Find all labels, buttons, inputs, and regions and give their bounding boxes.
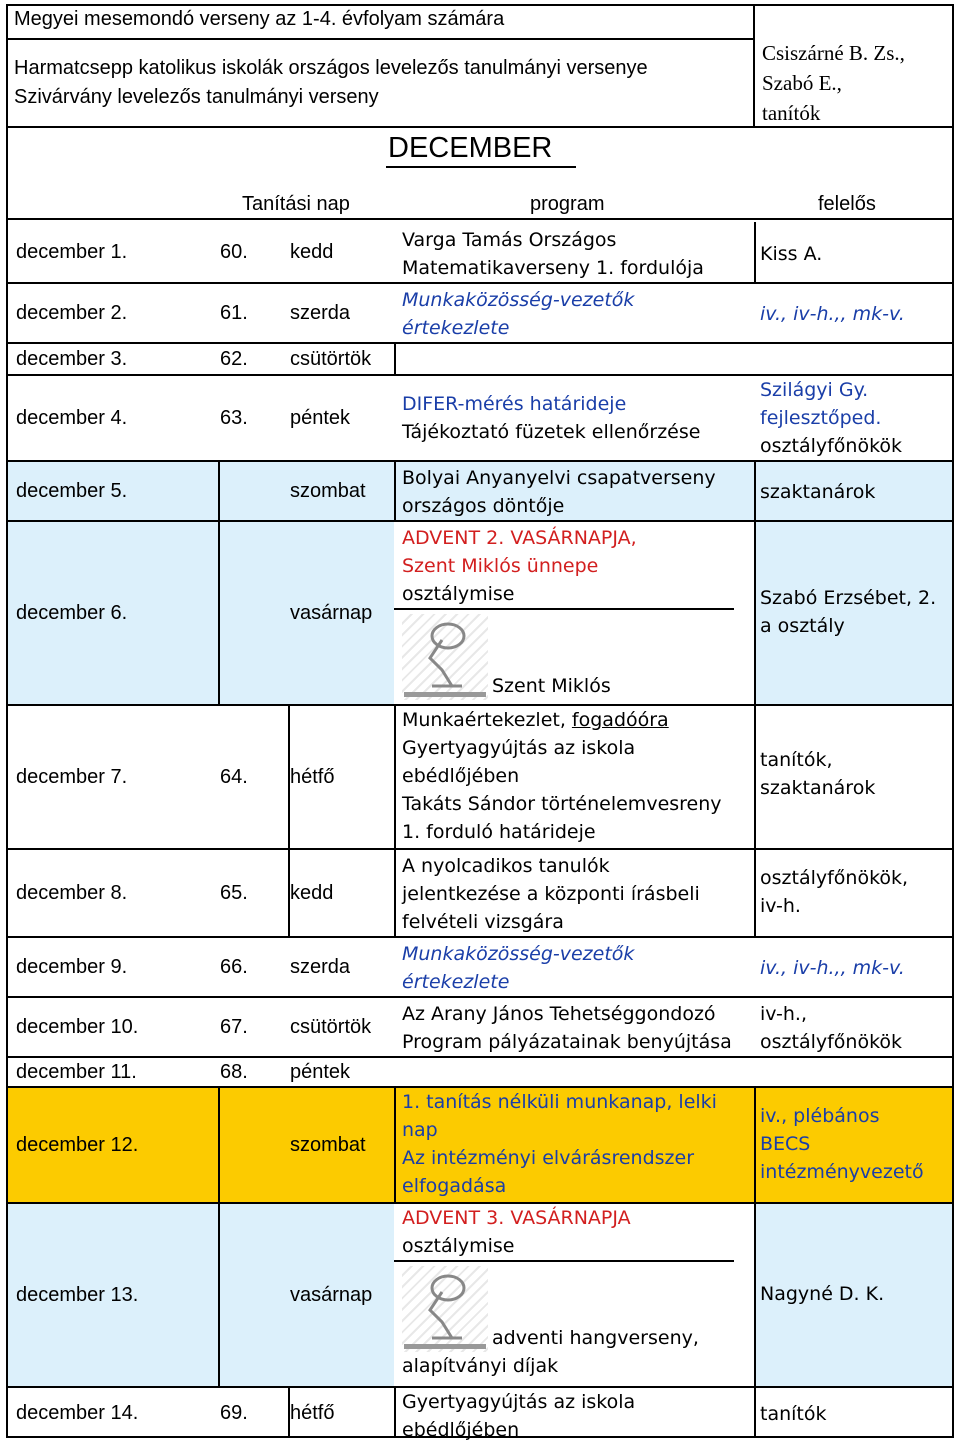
author-line: Szabó E., bbox=[762, 71, 842, 95]
row-date: december 11. bbox=[16, 1060, 137, 1083]
row-date: december 4. bbox=[16, 406, 128, 429]
program-line: ADVENT 2. VASÁRNAPJA, bbox=[402, 527, 637, 549]
cell-divider bbox=[754, 850, 756, 936]
program-line: ebédlőjében bbox=[402, 765, 520, 787]
row-date: december 8. bbox=[16, 881, 128, 904]
table-row bbox=[8, 1088, 952, 1204]
program-line: Tájékoztató füzetek ellenőrzése bbox=[402, 421, 701, 443]
responsible-line: Szabó Erzsébet, 2. bbox=[760, 587, 937, 609]
responsible-line: Szilágyi Gy. bbox=[760, 379, 869, 401]
row-responsible bbox=[760, 998, 950, 1056]
row-number: 63. bbox=[220, 406, 248, 429]
program-line: Az Arany János Tehetséggondozó bbox=[402, 1003, 716, 1025]
header-divider bbox=[8, 38, 753, 40]
row-program bbox=[394, 462, 754, 520]
row-date: december 2. bbox=[16, 301, 128, 324]
column-program: program bbox=[530, 193, 605, 215]
row-day: szerda bbox=[290, 301, 351, 324]
row-day: szerda bbox=[290, 955, 351, 978]
cell-divider bbox=[754, 522, 756, 704]
table-row bbox=[8, 222, 952, 284]
row-program bbox=[394, 522, 754, 704]
cell-divider bbox=[218, 522, 220, 704]
row-day: szombat bbox=[290, 1133, 366, 1156]
row-program bbox=[394, 850, 754, 936]
program-line: adventi hangverseny, bbox=[492, 1327, 699, 1349]
row-number: 65. bbox=[220, 881, 248, 904]
responsible-line: osztályfőnökök, bbox=[760, 867, 909, 889]
row-date: december 7. bbox=[16, 765, 128, 788]
row-program bbox=[394, 706, 754, 848]
responsible-line: Nagyné D. K. bbox=[760, 1283, 885, 1305]
row-program bbox=[394, 938, 754, 996]
program-line: Program pályázatainak benyújtása bbox=[402, 1031, 732, 1053]
program-line: országos döntője bbox=[402, 495, 565, 517]
program-line: ADVENT 3. VASÁRNAPJA bbox=[402, 1207, 631, 1229]
row-day: kedd bbox=[290, 240, 334, 263]
responsible-line: szaktanárok bbox=[760, 777, 876, 799]
document-title: Megyei mesemondó verseny az 1-4. évfolyam számára bbox=[14, 8, 505, 30]
row-responsible bbox=[760, 376, 950, 460]
row-program bbox=[394, 284, 754, 342]
row-date: december 6. bbox=[16, 601, 128, 624]
program-line: 1. forduló határideje bbox=[402, 821, 596, 843]
table-row bbox=[8, 284, 952, 344]
row-responsible bbox=[760, 522, 950, 704]
responsible-line: tanítók, bbox=[760, 749, 833, 771]
row-date: december 5. bbox=[16, 479, 128, 502]
row-number: 62. bbox=[220, 347, 248, 370]
row-date: december 14. bbox=[16, 1401, 139, 1424]
responsible-line: szaktanárok bbox=[760, 481, 876, 503]
program-line: A nyolcadikos tanulók bbox=[402, 855, 610, 877]
program-line: Gyertyagyújtás az iskola bbox=[402, 737, 636, 759]
row-day: csütörtök bbox=[290, 1015, 372, 1038]
row-day: kedd bbox=[290, 881, 334, 904]
program-line: Munkaközösség-vezetők bbox=[402, 943, 635, 965]
table-row bbox=[8, 522, 952, 706]
row-number: 67. bbox=[220, 1015, 248, 1038]
table-row bbox=[8, 462, 952, 522]
row-date: december 13. bbox=[16, 1283, 139, 1306]
column-responsible: felelős bbox=[818, 193, 876, 215]
responsible-line: iv., plébános bbox=[760, 1105, 880, 1127]
row-responsible bbox=[760, 938, 950, 996]
responsible-line: a osztály bbox=[760, 615, 845, 637]
table-row bbox=[8, 1058, 952, 1088]
authors bbox=[762, 38, 905, 128]
row-day: szombat bbox=[290, 479, 366, 502]
row-responsible bbox=[760, 850, 950, 936]
row-number: 68. bbox=[220, 1060, 248, 1083]
row-responsible bbox=[760, 1088, 950, 1202]
table-row bbox=[8, 706, 952, 850]
row-date: december 12. bbox=[16, 1133, 139, 1156]
cell-divider bbox=[754, 1088, 756, 1202]
row-day: péntek bbox=[290, 406, 351, 429]
program-line: értekezlete bbox=[402, 971, 510, 993]
table-row bbox=[8, 850, 952, 938]
cell-divider bbox=[754, 222, 756, 282]
responsible-line: iv-h., bbox=[760, 1003, 807, 1025]
row-program bbox=[394, 1204, 754, 1386]
row-day: péntek bbox=[290, 1060, 351, 1083]
cell-divider bbox=[218, 1204, 220, 1386]
program-line: ebédlőjében bbox=[402, 1419, 520, 1441]
table-row bbox=[8, 998, 952, 1058]
table-row bbox=[8, 376, 952, 462]
cell-divider bbox=[754, 1204, 756, 1386]
responsible-line: tanítók bbox=[760, 1403, 827, 1425]
author-line: Csiszárné B. Zs., bbox=[762, 41, 905, 65]
row-responsible bbox=[760, 1204, 950, 1386]
organization-line: Szivárvány levelezős tanulmányi verseny bbox=[14, 86, 379, 108]
cell-divider bbox=[218, 1088, 220, 1202]
column-header bbox=[8, 192, 952, 220]
program-line: DIFER-mérés határideje bbox=[402, 393, 627, 415]
row-date: december 9. bbox=[16, 955, 128, 978]
responsible-line: iv-h. bbox=[760, 895, 801, 917]
program-line: Matematikaverseny 1. fordulója bbox=[402, 257, 704, 279]
row-program bbox=[394, 998, 754, 1056]
program-line: értekezlete bbox=[402, 317, 510, 339]
row-number: 64. bbox=[220, 765, 248, 788]
header-vertical-divider bbox=[753, 6, 755, 127]
cell-divider bbox=[754, 462, 756, 520]
program-line: Szent Miklós ünnepe bbox=[402, 555, 599, 577]
row-program bbox=[394, 1088, 754, 1202]
organization-lines bbox=[14, 54, 648, 112]
row-number: 69. bbox=[220, 1401, 248, 1424]
table-row bbox=[8, 1388, 952, 1441]
responsible-line: osztályfőnökök bbox=[760, 435, 903, 457]
row-responsible bbox=[760, 1388, 950, 1438]
row-program bbox=[394, 1388, 754, 1441]
row-program bbox=[394, 222, 754, 282]
row-day: vasárnap bbox=[290, 601, 373, 624]
row-number: 66. bbox=[220, 955, 248, 978]
program-line: Gyertyagyújtás az iskola bbox=[402, 1391, 636, 1413]
responsible-line: intézményvezető bbox=[760, 1161, 924, 1183]
cell-divider bbox=[394, 344, 396, 374]
program-line: Munkaértekezlet, fogadóóra bbox=[402, 709, 669, 731]
responsible-line: osztályfőnökök bbox=[760, 1031, 903, 1053]
program-line: felvételi vizsgára bbox=[402, 911, 564, 933]
row-number: 60. bbox=[220, 240, 248, 263]
author-line: tanítók bbox=[762, 101, 821, 125]
row-date: december 3. bbox=[16, 347, 128, 370]
calendar-page bbox=[6, 4, 954, 1441]
program-line: alapítványi díjak bbox=[402, 1355, 559, 1377]
row-responsible bbox=[760, 462, 950, 520]
program-line: Takáts Sándor történelemvesreny bbox=[402, 793, 722, 815]
program-line: Bolyai Anyanyelvi csapatverseny bbox=[402, 467, 716, 489]
row-responsible bbox=[760, 284, 950, 342]
organization-line: Harmatcsepp katolikus iskolák országos levelezős tanulmányi versenye bbox=[14, 57, 648, 79]
program-line: Az intézményi elvárásrendszer bbox=[402, 1147, 695, 1169]
microphone-logo-icon bbox=[402, 1266, 488, 1352]
table-row bbox=[8, 344, 952, 376]
program-line: nap bbox=[402, 1119, 438, 1141]
row-responsible bbox=[760, 706, 950, 848]
row-date: december 10. bbox=[16, 1015, 139, 1038]
responsible-line: Kiss A. bbox=[760, 243, 823, 265]
cell-divider bbox=[218, 462, 220, 520]
row-program bbox=[394, 376, 754, 460]
program-line: 1. tanítás nélküli munkanap, lelki bbox=[402, 1091, 717, 1113]
row-day: csütörtök bbox=[290, 347, 372, 370]
responsible-line: BECS bbox=[760, 1133, 811, 1155]
program-line: Munkaközösség-vezetők bbox=[402, 289, 635, 311]
program-line: osztálymise bbox=[402, 583, 515, 605]
cell-divider bbox=[754, 1388, 756, 1438]
row-day: hétfő bbox=[290, 765, 335, 788]
responsible-line: iv., iv-h.,, mk-v. bbox=[760, 303, 905, 325]
row-date: december 1. bbox=[16, 240, 128, 263]
program-line: Szent Miklós bbox=[492, 675, 611, 697]
cell-divider bbox=[754, 706, 756, 848]
month-underline bbox=[386, 166, 576, 168]
program-line: Varga Tamás Országos bbox=[402, 229, 617, 251]
row-number: 61. bbox=[220, 301, 248, 324]
program-line: jelentkezése a központi írásbeli bbox=[402, 883, 700, 905]
row-day: hétfő bbox=[290, 1401, 335, 1424]
row-day: vasárnap bbox=[290, 1283, 373, 1306]
month-title: DECEMBER bbox=[388, 132, 553, 164]
document-header bbox=[8, 6, 952, 186]
column-day: Tanítási nap bbox=[242, 193, 350, 215]
row-responsible bbox=[760, 222, 950, 282]
responsible-line: fejlesztőped. bbox=[760, 407, 882, 429]
table-row bbox=[8, 1204, 952, 1388]
program-line: osztálymise bbox=[402, 1235, 515, 1257]
responsible-line: iv., iv-h.,, mk-v. bbox=[760, 957, 905, 979]
table-row bbox=[8, 938, 952, 998]
program-line: elfogadása bbox=[402, 1175, 507, 1197]
microphone-logo-icon bbox=[402, 614, 488, 700]
